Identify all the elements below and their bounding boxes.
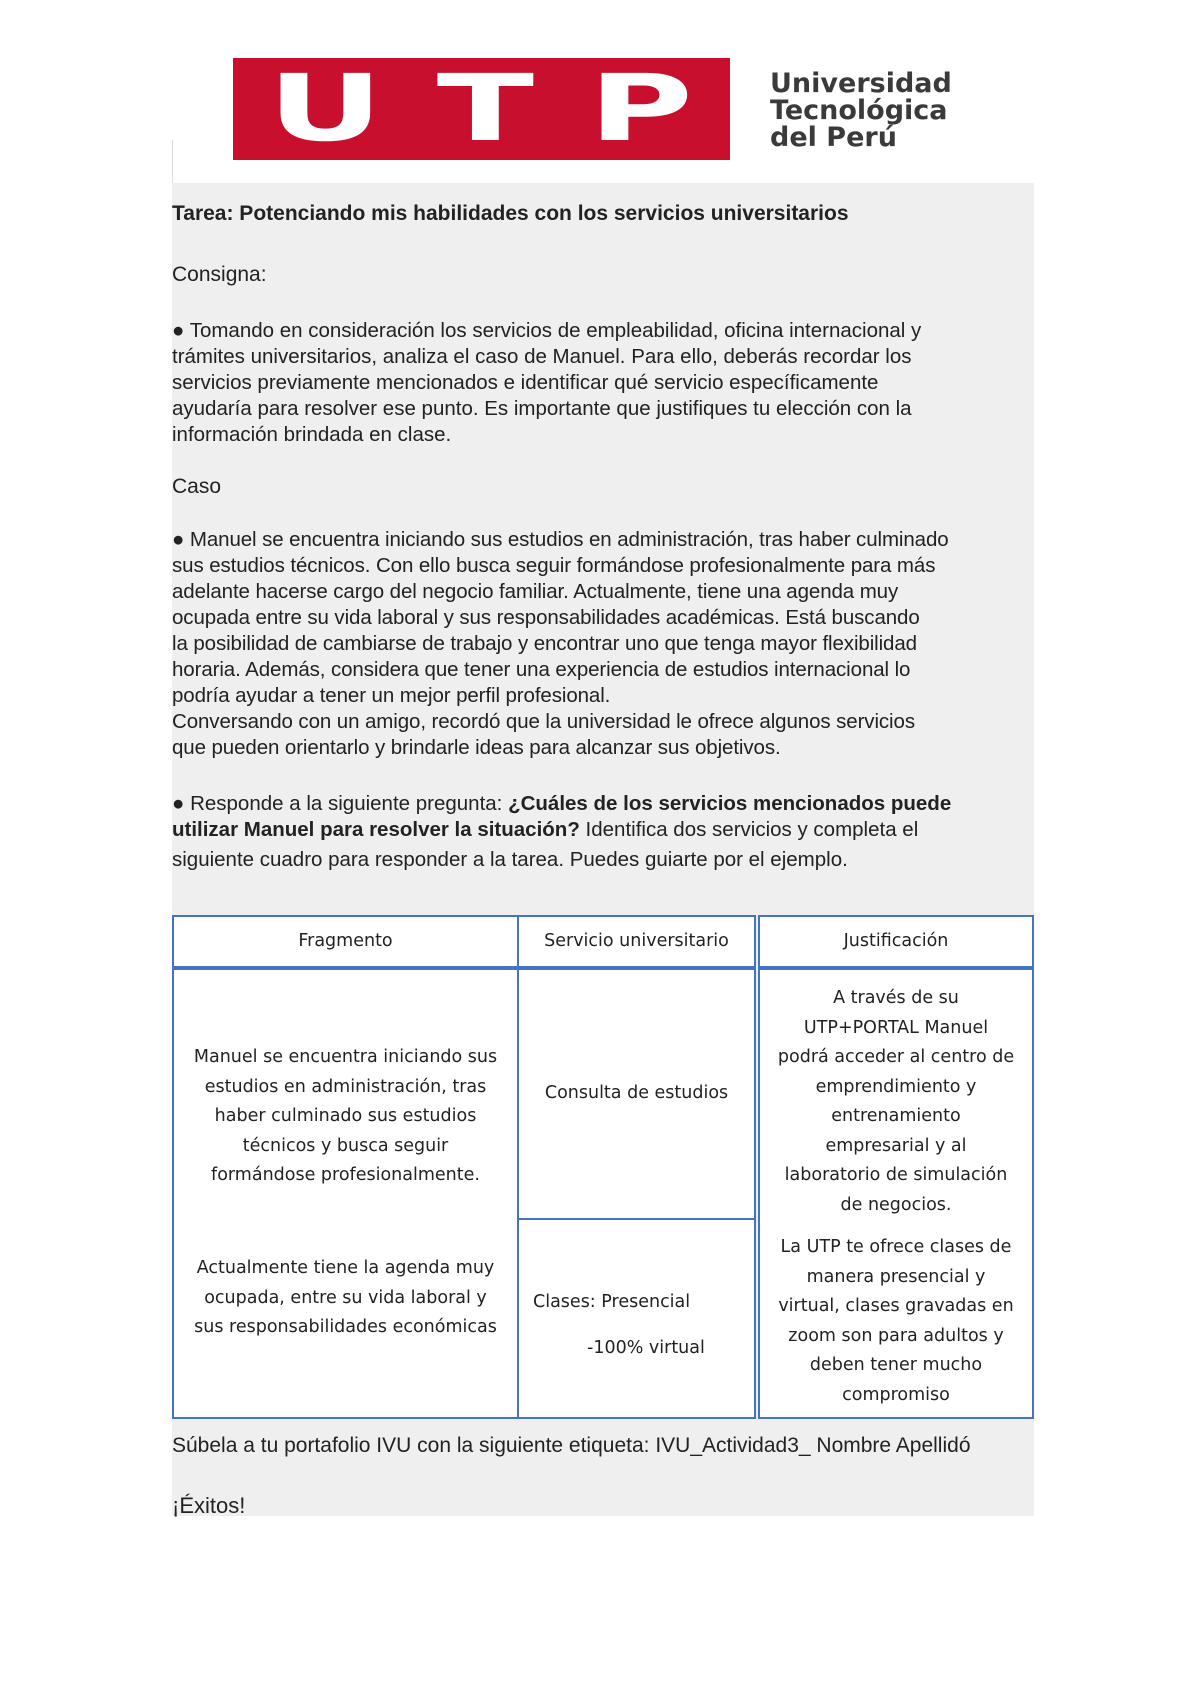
pregunta-bold: utilizar Manuel para resolver la situación? xyxy=(172,818,580,841)
text-line: servicios previamente mencionados e identificar qué servicio específicamente xyxy=(172,371,879,394)
text-line: trámites universitarios, analiza el caso de Manuel. Para ello, deberás recordar los xyxy=(172,345,912,368)
cell-line: laboratorio de simulación xyxy=(784,1165,1008,1185)
text-line: horaria. Además, considera que tener una experiencia de estudios internacional lo xyxy=(172,658,911,681)
table-cell-servicio xyxy=(517,1218,756,1419)
cell-line: de negocios. xyxy=(840,1194,952,1215)
cell-line: UTP+PORTAL Manuel xyxy=(803,1017,989,1038)
table-cell-justificacion xyxy=(758,968,1034,1419)
divider xyxy=(172,140,173,184)
text-line: ocupada entre su vida laboral y sus responsabilidades académicas. Está buscando xyxy=(172,606,920,629)
consigna-paragraph xyxy=(172,318,1038,448)
cell-line: entrenamiento xyxy=(831,1106,961,1126)
cell-line: sus responsabilidades económicas xyxy=(194,1317,497,1337)
caso-paragraph xyxy=(172,527,1038,761)
university-name-line: del Perú xyxy=(770,122,897,153)
text-line xyxy=(172,791,1038,817)
cell-line: deben tener mucho xyxy=(809,1355,983,1375)
cell-line: Clases: Presencial xyxy=(533,1292,691,1312)
cell-line: A través de su xyxy=(833,988,959,1008)
caso-label: Caso xyxy=(172,475,222,498)
cell-line: podrá acceder al centro de xyxy=(777,1047,1015,1067)
table-cell-fragmento xyxy=(172,968,519,1419)
table-cell-servicio xyxy=(517,968,756,1220)
cell-line: estudios en administración, tras xyxy=(204,1076,487,1097)
cell-line: -100% virtual xyxy=(587,1338,705,1358)
cell-line: haber culminado sus estudios xyxy=(214,1106,477,1126)
page-title: Tarea: Potenciando mis habilidades con los servicios universitarios xyxy=(172,202,849,225)
cell-line: Actualmente tiene la agenda muy xyxy=(196,1258,495,1278)
cell-line: emprendimiento y xyxy=(815,1076,977,1097)
cell-line: Manuel se encuentra iniciando sus xyxy=(193,1047,498,1067)
cell-line: empresarial y al xyxy=(825,1135,967,1156)
text-line: la posibilidad de cambiarse de trabajo y encontrar uno que tenga mayor flexibilidad xyxy=(172,632,917,655)
university-name xyxy=(770,70,952,151)
table-header-fragmento: Fragmento xyxy=(172,915,519,968)
university-name-line: Universidad xyxy=(770,68,952,99)
text-line: que pueden orientarlo y brindarle ideas para alcanzar sus objetivos. xyxy=(172,736,781,759)
pregunta-paragraph xyxy=(172,791,1038,873)
utp-logo xyxy=(233,55,730,162)
cell-line: La UTP te ofrece clases de xyxy=(780,1237,1012,1257)
justification-2 xyxy=(760,1233,1032,1410)
upload-instruction: Súbela a tu portafolio IVU con la siguiente etiqueta: IVU_Actividad3_ Nombre Apellidó xyxy=(172,1434,971,1457)
text-line xyxy=(172,817,1038,843)
fragment-1 xyxy=(174,1043,517,1191)
text-line: adelante hacerse cargo del negocio familiar. Actualmente, tiene una agenda muy xyxy=(172,580,899,603)
pregunta-after: Identifica dos servicios y completa el xyxy=(579,818,919,841)
table-header-justificacion: Justificación xyxy=(758,915,1034,968)
justification-1 xyxy=(760,984,1032,1220)
text-line: ● Tomando en consideración los servicios de empleabilidad, oficina internacional y xyxy=(172,319,922,342)
cell-line: Consulta de estudios xyxy=(544,1083,729,1104)
pregunta-prefix: ● Responde a la siguiente pregunta: xyxy=(172,792,509,815)
logo-letter-u: U xyxy=(267,55,384,162)
cell-line: zoom son para adultos y xyxy=(788,1325,1004,1346)
text-line: información brindada en clase. xyxy=(172,423,452,446)
logo-letter-t: T xyxy=(436,55,534,162)
cell-line: ocupada, entre su vida laboral y xyxy=(204,1287,487,1308)
cell-line: formándose profesionalmente. xyxy=(211,1165,480,1185)
text-line: ● Manuel se encuentra iniciando sus estudios en administración, tras haber culminado xyxy=(172,528,949,551)
table-header-servicio: Servicio universitario xyxy=(517,915,756,968)
consigna-label: Consigna: xyxy=(172,263,267,286)
cell-line: compromiso xyxy=(842,1384,950,1405)
text-line: sus estudios técnicos. Con ello busca seguir formándose profesionalmente para más xyxy=(172,554,936,577)
text-line: podría ayudar a tener un mejor perfil profesional. xyxy=(172,684,611,707)
fragment-2 xyxy=(174,1254,517,1343)
cell-line: técnicos y busca seguir xyxy=(242,1135,449,1156)
exitos-text: ¡Éxitos! xyxy=(172,1493,246,1518)
university-name-line: Tecnológica xyxy=(770,95,948,126)
pregunta-bold: ¿Cuáles de los servicios mencionados puede xyxy=(508,792,952,815)
text-line: ayudaría para resolver ese punto. Es importante que justifiques tu elección con la xyxy=(172,397,912,420)
cell-line: manera presencial y xyxy=(806,1266,986,1287)
logo-letter-p: P xyxy=(588,55,694,162)
cell-line: virtual, clases gravadas en xyxy=(778,1296,1014,1316)
text-line: Conversando con un amigo, recordó que la universidad le ofrece algunos servicios xyxy=(172,710,915,733)
text-line: siguiente cuadro para responder a la tarea. Puedes guiarte por el ejemplo. xyxy=(172,848,848,871)
